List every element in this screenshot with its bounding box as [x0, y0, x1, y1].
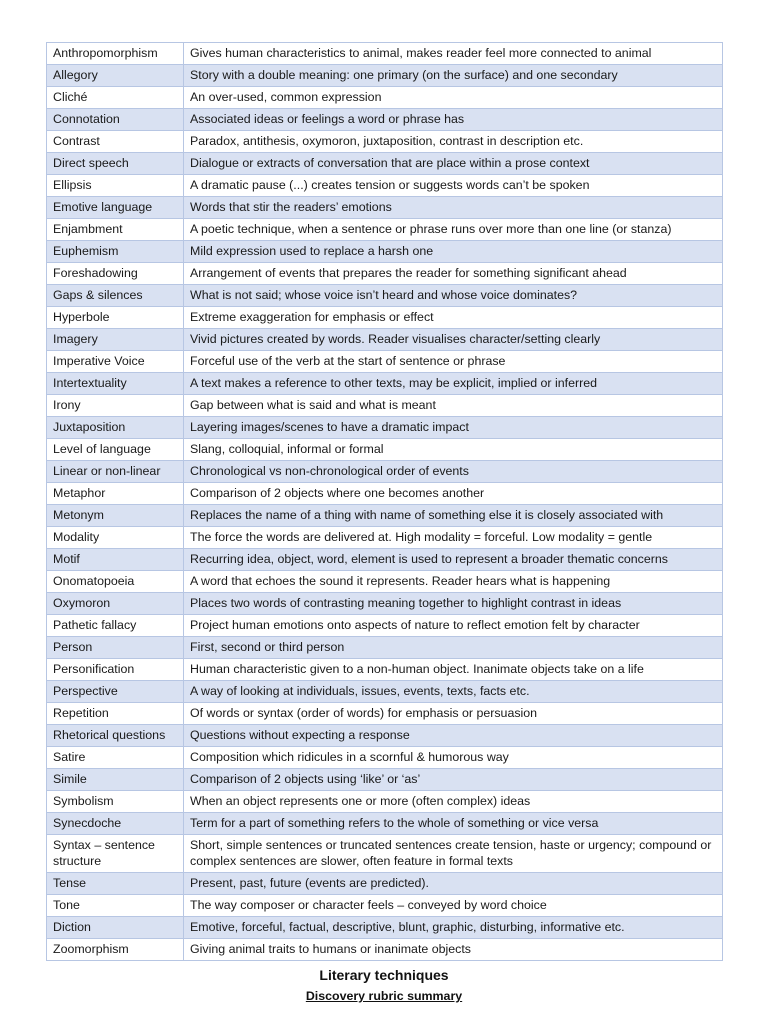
term-cell: Metonym [47, 505, 184, 527]
table-row [47, 285, 723, 307]
table-row [47, 637, 723, 659]
definition-cell: Recurring idea, object, word, element is used to represent a broader thematic concerns [184, 549, 723, 571]
table-row [47, 615, 723, 637]
term-cell: Person [47, 637, 184, 659]
term-cell: Level of language [47, 439, 184, 461]
term-cell: Syntax – sentence structure [47, 835, 184, 873]
definition-cell: Vivid pictures created by words. Reader visualises character/setting clearly [184, 329, 723, 351]
definition-cell: An over-used, common expression [184, 87, 723, 109]
table-row [47, 873, 723, 895]
table-row [47, 43, 723, 65]
definition-cell: Chronological vs non-chronological order of events [184, 461, 723, 483]
table-row [47, 175, 723, 197]
term-cell: Simile [47, 769, 184, 791]
term-cell: Connotation [47, 109, 184, 131]
table-row [47, 307, 723, 329]
term-cell: Cliché [47, 87, 184, 109]
term-cell: Irony [47, 395, 184, 417]
definition-cell: Forceful use of the verb at the start of sentence or phrase [184, 351, 723, 373]
definition-cell: When an object represents one or more (often complex) ideas [184, 791, 723, 813]
term-cell: Onomatopoeia [47, 571, 184, 593]
table-row [47, 461, 723, 483]
table-row [47, 263, 723, 285]
definition-cell: A poetic technique, when a sentence or phrase runs over more than one line (or stanza) [184, 219, 723, 241]
term-cell: Personification [47, 659, 184, 681]
definition-cell: Associated ideas or feelings a word or phrase has [184, 109, 723, 131]
table-row [47, 659, 723, 681]
definition-cell: Gives human characteristics to animal, makes reader feel more connected to animal [184, 43, 723, 65]
term-cell: Rhetorical questions [47, 725, 184, 747]
term-cell: Foreshadowing [47, 263, 184, 285]
table-row [47, 131, 723, 153]
term-cell: Synecdoche [47, 813, 184, 835]
table-row [47, 747, 723, 769]
definition-cell: Layering images/scenes to have a dramatic impact [184, 417, 723, 439]
table-row [47, 417, 723, 439]
term-cell: Diction [47, 917, 184, 939]
definition-cell: A way of looking at individuals, issues, events, texts, facts etc. [184, 681, 723, 703]
table-row [47, 791, 723, 813]
definition-cell: Extreme exaggeration for emphasis or effect [184, 307, 723, 329]
definition-cell: Comparison of 2 objects using ‘like’ or ‘as’ [184, 769, 723, 791]
definition-cell: Replaces the name of a thing with name of something else it is closely associated with [184, 505, 723, 527]
table-row [47, 439, 723, 461]
definition-cell: A dramatic pause (...) creates tension or suggests words can’t be spoken [184, 175, 723, 197]
table-row [47, 527, 723, 549]
term-cell: Oxymoron [47, 593, 184, 615]
definition-cell: Human characteristic given to a non-human object. Inanimate objects take on a life [184, 659, 723, 681]
definition-cell: Arrangement of events that prepares the reader for something significant ahead [184, 263, 723, 285]
term-cell: Pathetic fallacy [47, 615, 184, 637]
term-cell: Symbolism [47, 791, 184, 813]
definition-cell: A word that echoes the sound it represents. Reader hears what is happening [184, 571, 723, 593]
table-row [47, 65, 723, 87]
definition-cell: Places two words of contrasting meaning together to highlight contrast in ideas [184, 593, 723, 615]
definition-cell: Short, simple sentences or truncated sentences create tension, haste or urgency; compound or complex sentences are slower, often feature in formal texts [184, 835, 723, 873]
table-row [47, 681, 723, 703]
table-caption: Literary techniques [319, 967, 449, 983]
table-row [47, 87, 723, 109]
table-row [47, 219, 723, 241]
term-cell: Tone [47, 895, 184, 917]
term-cell: Emotive language [47, 197, 184, 219]
table-row [47, 725, 723, 747]
definition-cell: First, second or third person [184, 637, 723, 659]
table-row [47, 835, 723, 873]
definition-cell: Present, past, future (events are predicted). [184, 873, 723, 895]
section-heading: Discovery rubric summary [305, 989, 463, 1003]
definition-cell: Paradox, antithesis, oxymoron, juxtaposition, contrast in description etc. [184, 131, 723, 153]
term-cell: Modality [47, 527, 184, 549]
table-row [47, 329, 723, 351]
definition-cell: Story with a double meaning: one primary (on the surface) and one secondary [184, 65, 723, 87]
definition-cell: Dialogue or extracts of conversation that are place within a prose context [184, 153, 723, 175]
definition-cell: Project human emotions onto aspects of nature to reflect emotion felt by character [184, 615, 723, 637]
definition-cell: Comparison of 2 objects where one becomes another [184, 483, 723, 505]
table-row [47, 153, 723, 175]
table-body [47, 43, 723, 961]
table-row [47, 813, 723, 835]
definition-cell: The force the words are delivered at. High modality = forceful. Low modality = gentle [184, 527, 723, 549]
definition-cell: Composition which ridicules in a scornful & humorous way [184, 747, 723, 769]
table-row [47, 483, 723, 505]
table-row [47, 109, 723, 131]
term-cell: Contrast [47, 131, 184, 153]
definition-cell: Giving animal traits to humans or inanimate objects [184, 939, 723, 961]
term-cell: Perspective [47, 681, 184, 703]
definition-cell: Of words or syntax (order of words) for emphasis or persuasion [184, 703, 723, 725]
term-cell: Imperative Voice [47, 351, 184, 373]
term-cell: Enjambment [47, 219, 184, 241]
term-cell: Metaphor [47, 483, 184, 505]
table-row [47, 395, 723, 417]
term-cell: Satire [47, 747, 184, 769]
term-cell: Tense [47, 873, 184, 895]
definition-cell: The way composer or character feels – conveyed by word choice [184, 895, 723, 917]
definition-cell: Emotive, forceful, factual, descriptive, blunt, graphic, disturbing, informative etc. [184, 917, 723, 939]
table-row [47, 895, 723, 917]
table-row [47, 351, 723, 373]
term-cell: Imagery [47, 329, 184, 351]
table-row [47, 197, 723, 219]
term-cell: Juxtaposition [47, 417, 184, 439]
table-row [47, 505, 723, 527]
term-cell: Anthropomorphism [47, 43, 184, 65]
table-row [47, 703, 723, 725]
term-cell: Ellipsis [47, 175, 184, 197]
term-cell: Intertextuality [47, 373, 184, 395]
term-cell: Euphemism [47, 241, 184, 263]
table-row [47, 593, 723, 615]
term-cell: Zoomorphism [47, 939, 184, 961]
table-row [47, 769, 723, 791]
term-cell: Direct speech [47, 153, 184, 175]
definition-cell: What is not said; whose voice isn’t heard and whose voice dominates? [184, 285, 723, 307]
definition-cell: Questions without expecting a response [184, 725, 723, 747]
table-row [47, 241, 723, 263]
term-cell: Motif [47, 549, 184, 571]
literary-techniques-table [46, 42, 723, 961]
definition-cell: Slang, colloquial, informal or formal [184, 439, 723, 461]
definition-cell: Words that stir the readers’ emotions [184, 197, 723, 219]
definition-cell: Term for a part of something refers to the whole of something or vice versa [184, 813, 723, 835]
term-cell: Allegory [47, 65, 184, 87]
table-row [47, 939, 723, 961]
term-cell: Linear or non-linear [47, 461, 184, 483]
table-row [47, 373, 723, 395]
definition-cell: Gap between what is said and what is meant [184, 395, 723, 417]
definition-cell: Mild expression used to replace a harsh one [184, 241, 723, 263]
document-page [46, 42, 722, 1003]
table-row [47, 917, 723, 939]
term-cell: Repetition [47, 703, 184, 725]
table-row [47, 571, 723, 593]
term-cell: Hyperbole [47, 307, 184, 329]
definition-cell: A text makes a reference to other texts, may be explicit, implied or inferred [184, 373, 723, 395]
table-row [47, 549, 723, 571]
term-cell: Gaps & silences [47, 285, 184, 307]
